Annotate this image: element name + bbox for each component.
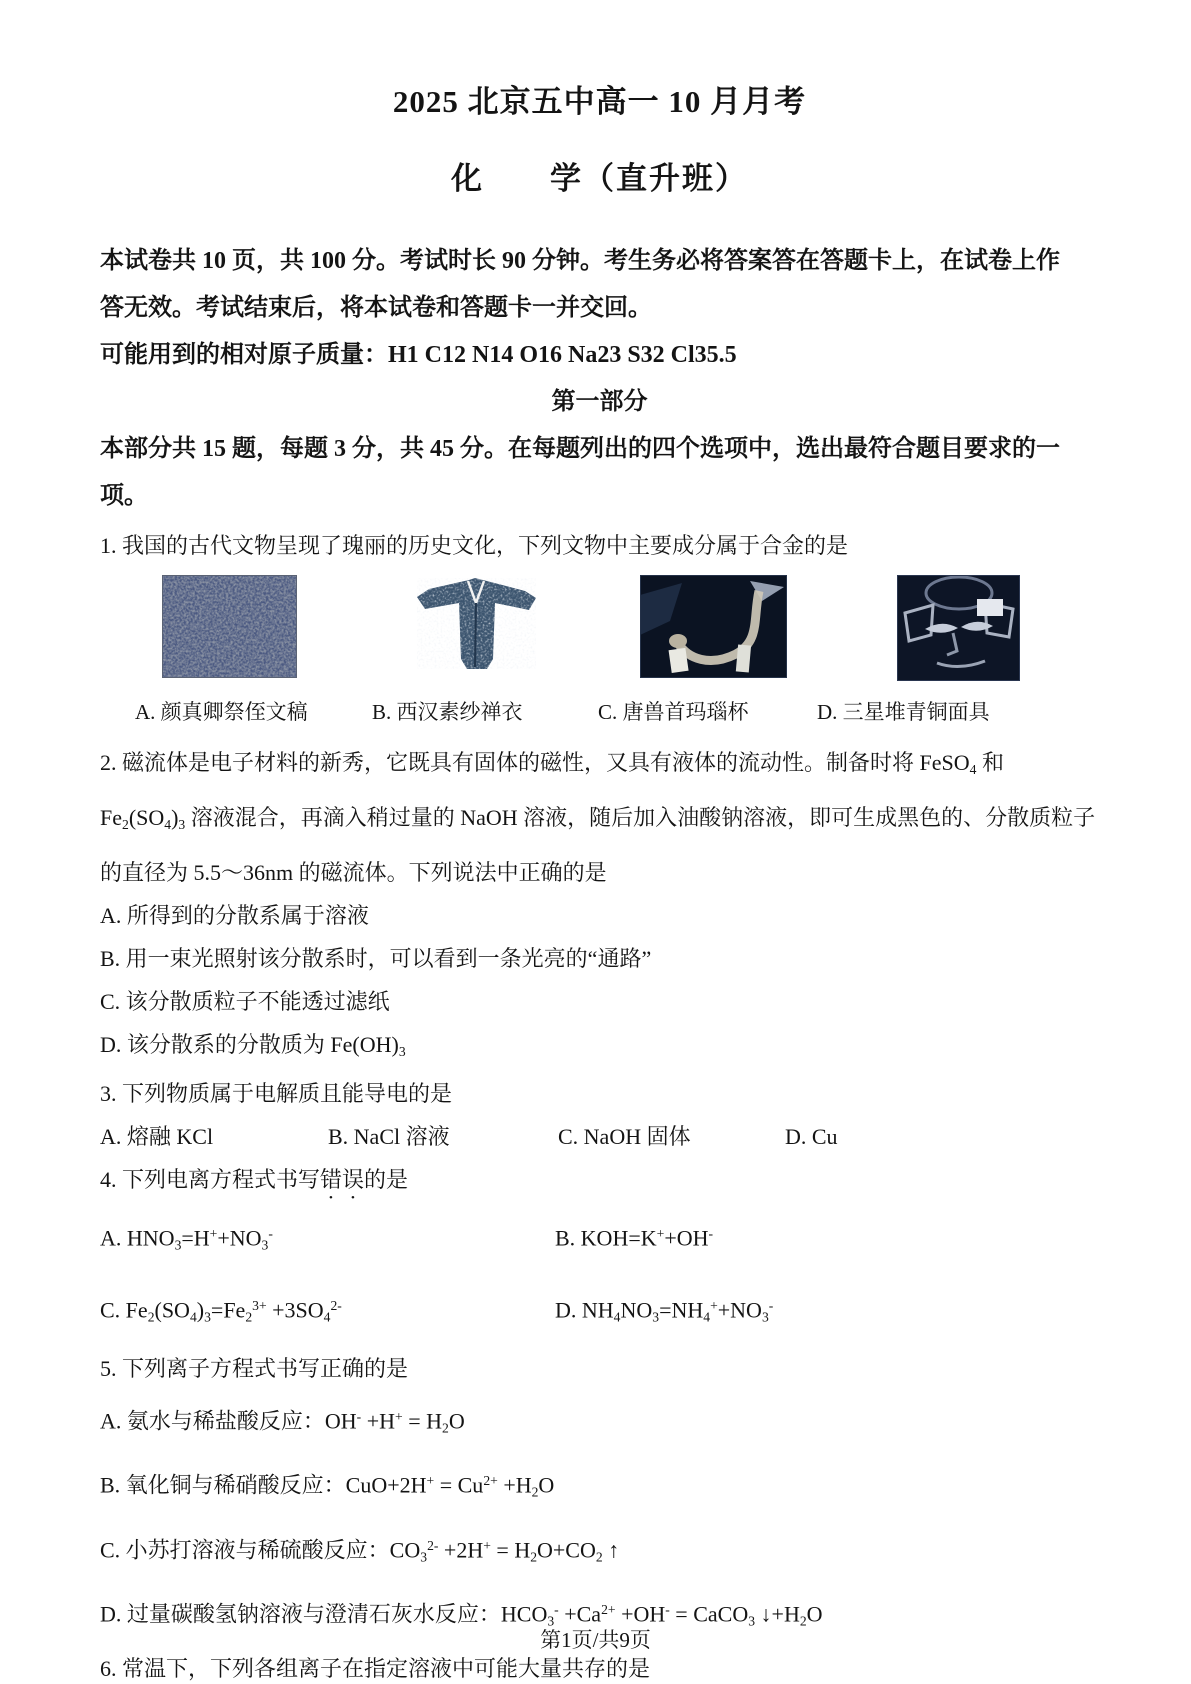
question-3-option-a: A. 熔融 KCl [100,1124,214,1150]
question-1-stem: 1. 我国的古代文物呈现了瑰丽的历史文化，下列文物中主要成分属于合金的是 [100,533,849,558]
artifact-photo-a [162,575,297,678]
question-6-stem: 6. 常温下，下列各组离子在指定溶液中可能大量共存的是 [100,1656,651,1682]
section-one-title: 第一部分 [551,389,648,415]
question-2-option-d: D. 该分散系的分散质为 $Fe(OH)_3$ [100,1031,406,1059]
question-5-option-c: C. 小苏打溶液与稀硫酸反应：$CO_3^{2-} +2H^+ = H_2O+CO_2$ ↑ [100,1537,620,1564]
page-number: 第1页/共9页 [540,1628,651,1652]
exam-title: 2025 北京五中高一 10 月月考 [392,84,807,119]
atomic-masses-line: 可能用到的相对原子质量：H1 C12 N14 O16 Na23 S32 Cl35.5 [100,342,737,368]
question-2-option-b: B. 用一束光照射该分散系时，可以看到一条光亮的“通路” [100,945,652,971]
question-3-option-c: C. NaOH 固体 [558,1124,691,1150]
question-3-options [100,1115,1099,1158]
artifact-photo-d [897,575,1020,681]
question-4-option-a: A. $HNO_3=H^++NO_3^-$ [100,1225,273,1253]
instructions-line-2: 答无效。考试结束后，将本试卷和答题卡一并交回。 [100,295,652,321]
exam-content [100,76,1099,1684]
question-4-stem-pre: 4. 下列电离方程式书写 [100,1167,321,1193]
question-4-stem [100,1158,1099,1204]
artifact-photo-c [640,575,787,678]
question-1-figures [100,575,1099,727]
question-4-option-d: D. $NH_4NO_3=NH_4^++NO_3^-$ [555,1297,774,1325]
section-one-desc-line-2: 项。 [100,483,148,509]
section-one-desc-line-1: 本部分共 15 题，每题 3 分，共 45 分。在每题列出的四个选项中，选出最符合题目要求的一 [100,436,1060,462]
question-3-option-d: D. Cu [785,1124,838,1150]
question-2-stem-line-2: $Fe_2(SO_4)_3$ 溶液混合，再滴入稍过量的 NaOH 溶液，随后加入油酸钠溶液，即可生成黑色的、分散质粒子 [100,804,1096,832]
question-4-option-c: C. $Fe_2(SO_4)_3=Fe_2^{3+} +3SO_4^{2-}$ [100,1297,342,1325]
instructions-line-1: 本试卷共 10 页，共 100 分。考试时长 90 分钟。考生务必将答案答在答题卡上，在试卷上作 [100,248,1060,274]
question-3-option-b: B. NaCl 溶液 [328,1124,450,1150]
question-4-stem-emphasis: 错误 [320,1167,365,1193]
q1-caption-d: D. 三星堆青铜面具 [817,700,990,724]
question-4-option-b: B. KOH=K++OH- [555,1225,714,1251]
q1-caption-c: C. 唐兽首玛瑙杯 [598,700,749,724]
artifact-photo-b [413,575,540,672]
question-2-stem-line-1: 2. 磁流体是电子材料的新秀，它既具有固体的磁性，又具有液体的流动性。制备时将 FeSO$_4$ 和 [100,750,1004,777]
question-2-option-a: A. 所得到的分散系属于溶液 [100,902,369,928]
exam-subject: 化 学（直升班） [451,161,748,196]
q1-caption-b: B. 西汉素纱禅衣 [372,700,523,724]
question-5-option-d: D. 过量碳酸氢钠溶液与澄清石灰水反应：$HCO_3^- +Ca^{2+} +OH^-$ = CaCO$_3$ $↓+H_2O$ [100,1601,823,1629]
question-5-option-b: B. 氧化铜与稀硝酸反应：$CuO+2H^+ = Cu^{2+} +H_2O$ [100,1472,555,1500]
question-2-stem-line-3: 的直径为 5.5～36nm 的磁流体。下列说法中正确的是 [100,859,607,885]
q1-caption-a: A. 颜真卿祭侄文稿 [135,700,308,724]
question-4-stem-post: 的是 [364,1167,409,1193]
question-3-stem: 3. 下列物质属于电解质且能导电的是 [100,1081,453,1107]
question-2-option-c: C. 该分散质粒子不能透过滤纸 [100,988,390,1014]
question-4-options [100,1204,1099,1347]
question-5-option-a: A. 氨水与稀盐酸反应：$OH^- +H^+ = H_2O$ [100,1408,465,1436]
question-5-stem: 5. 下列离子方程式书写正确的是 [100,1356,409,1382]
